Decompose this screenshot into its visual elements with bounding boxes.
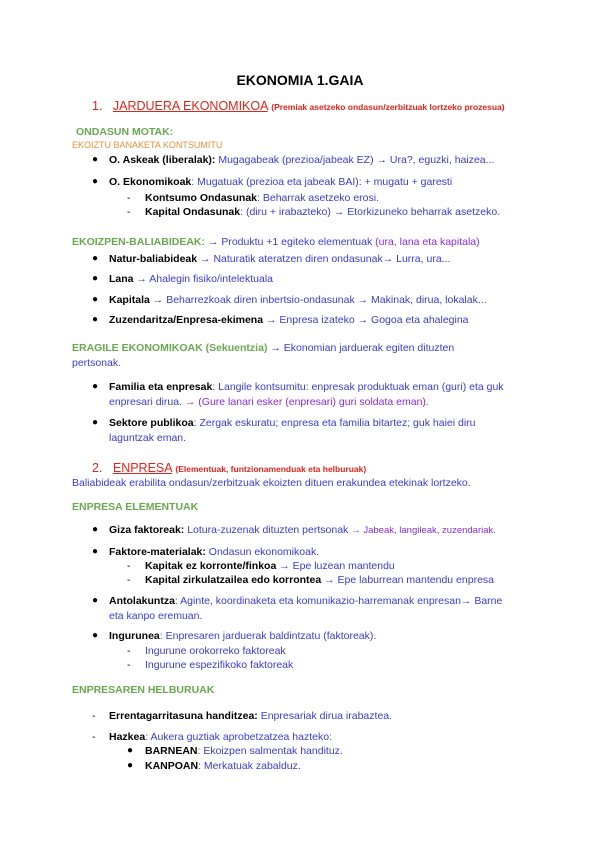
dash-icon: - (127, 192, 131, 204)
bullet-icon: ● (127, 745, 134, 756)
dash-icon: - (92, 710, 96, 722)
list-item-askeak (109, 154, 494, 166)
bullet-icon: ● (92, 595, 99, 606)
bullet-icon: ● (92, 176, 99, 187)
section-2-heading (92, 461, 366, 475)
eragile-label: ERAGILE EKONOMIKOAK (Sekuentzia) (72, 342, 268, 354)
list-item-sektore (109, 417, 476, 429)
list-item-hazkundea (109, 731, 332, 743)
kapitala-label: Kapitala (109, 294, 150, 306)
barnean-text: : Ekoizpen salmentak handituz. (197, 745, 343, 757)
finkoa-label: Kapitak ez korronte/finkoa (145, 560, 277, 572)
sektore-label: Sektore publikoa (109, 417, 194, 429)
kapitala-text: → Beharrezkoak diren inbertsio-ondasunak → Makinak, dirua, lokalak... (149, 294, 487, 306)
bullet-icon: ● (92, 524, 99, 535)
familia-note: → (Gure lanari esker (enpresari) guri soldata eman). (181, 396, 429, 408)
sektore-text-cont: laguntzak eman. (109, 432, 187, 444)
list-item-lana (109, 273, 273, 285)
ondasun-motak-subheading: EKOIZTU BANAKETA KONTSUMITU (72, 140, 223, 150)
section-1-subtitle: (Premiak asetzeko ondasun/zerbitzuak lortzeko prozesua) (271, 102, 505, 112)
dash-icon: - (127, 560, 131, 572)
dash-icon: - (127, 659, 131, 671)
hazkundea-text: : Aukera guztiak aprobetzatzea hazteko: (145, 731, 332, 743)
barnean-label: BARNEAN (145, 745, 198, 757)
kanpoan-text: : Merkatuak zabalduz. (198, 760, 301, 772)
bullet-icon: ● (92, 273, 99, 284)
bullet-icon: ● (92, 381, 99, 392)
section-2-number: 2. (92, 461, 103, 475)
korrontea-text: → Epe laburrean mantendu enpresa (321, 574, 494, 586)
section-2-title: ENPRESA (112, 461, 172, 475)
bullet-icon: ● (92, 546, 99, 557)
lana-label: Lana (109, 273, 134, 285)
list-item-ingurunea (109, 630, 376, 642)
bullet-icon: ● (92, 253, 99, 264)
lana-text: → Ahalegin fisiko/intelektuala (133, 273, 274, 285)
familia-text-cont (109, 396, 429, 408)
familia-text-2: enpresari dirua. (109, 396, 182, 408)
ekonomikoak-label: O. Ekonomikoak (109, 176, 192, 188)
section-1-heading (92, 99, 505, 113)
eragile-heading (72, 342, 454, 354)
dash-icon: - (127, 574, 131, 586)
list-item-ingurune-orokorra: Ingurune orokorreko faktoreak (145, 645, 286, 657)
kontsumo-text: : Beharrak asetzeko erosi. (257, 192, 379, 204)
list-item-ekonomikoak (109, 176, 452, 188)
korrontea-label: Kapital zirkulatzailea edo korrontea (145, 574, 322, 586)
ingurunea-label: Ingurunea (109, 630, 160, 642)
giza-note: → Jabeak, langileak, zuzendariak. (351, 525, 496, 536)
list-item-barnean (145, 745, 343, 757)
kanpoan-label: KANPOAN (145, 760, 199, 772)
list-item-zuzendaritza (109, 314, 469, 326)
giza-label: Giza faktoreak: (109, 524, 185, 536)
finkoa-text: → Epe luzean mantendu (276, 560, 395, 572)
askeak-label: O. Askeak (liberalak): (109, 154, 216, 166)
section-1-number: 1. (92, 99, 103, 113)
bullet-icon: ● (127, 760, 134, 771)
list-item-kapitala (109, 294, 487, 306)
ekoizpen-label: EKOIZPEN-BALIABIDEAK: (72, 236, 208, 248)
eragile-text: → Ekonomian jarduerak egiten dituzten (267, 342, 455, 354)
natur-text: → Naturatik ateratzen diren ondasunak→ Lurra, ura... (197, 253, 451, 265)
helburuak-heading: ENPRESAREN HELBURUAK (72, 684, 215, 696)
errentagarritasuna-label: Errentagarritasuna handitzea: (109, 710, 258, 722)
kapital-text: : (diru + irabazteko) → Etorkizuneko beharrak asetzeko. (240, 206, 501, 218)
list-item-natur (109, 253, 450, 265)
list-item-errentagarritasuna (109, 710, 392, 722)
list-item-faktore (109, 546, 319, 558)
hazkundea-label: Hazkea (109, 731, 146, 743)
familia-label: Familia eta enpresak (109, 381, 213, 393)
enpresa-definition: Baliabideak erabilita ondasun/zerbitzuak ekoizten dituen erakundea etekinak lortzeko. (72, 477, 471, 489)
list-item-korrontea (145, 574, 494, 586)
ekoizpen-text: → Produktu +1 egiteko elementuak (207, 236, 376, 248)
askeak-text: Mugagabeak (prezioa/jabeak EZ) → Ura?, eguzki, haizea... (215, 154, 495, 166)
elementuak-heading: ENPRESA ELEMENTUAK (72, 501, 199, 513)
kontsumo-label: Kontsumo Ondasunak (145, 192, 258, 204)
antolakuntza-label: Antolakuntza (109, 595, 175, 607)
kapital-label: Kapital Ondasunak (145, 206, 241, 218)
familia-text: : Langile kontsumitu: enpresak produktuak eman (guri) eta guk (212, 381, 504, 393)
zuzendaritza-label: Zuzendaritza/Enpresa-ekimena (109, 314, 264, 326)
faktore-label: Faktore-materialak: (109, 546, 206, 558)
ondasun-motak-heading: ONDASUN MOTAK: (76, 126, 174, 138)
bullet-icon: ● (92, 314, 99, 325)
bullet-icon: ● (92, 417, 99, 428)
list-item-kontsumo (145, 192, 379, 204)
list-item-kapital (145, 206, 500, 218)
eragile-text-cont: pertsonak. (72, 357, 122, 369)
list-item-ingurune-espezifikoa: Ingurune espezifikoko faktoreak (145, 659, 294, 671)
list-item-familia (109, 381, 504, 393)
ekoizpen-heading (72, 236, 480, 248)
zuzendaritza-text: → Enpresa izateko → Gogoa eta ahalegina (263, 314, 469, 326)
antolakuntza-text-cont: eta kanpo eremuan. (109, 610, 203, 622)
list-item-kanpoan (145, 760, 301, 772)
page-title: EKONOMIA 1.GAIA (236, 72, 364, 88)
bullet-icon: ● (92, 154, 99, 165)
bullet-icon: ● (92, 630, 99, 641)
bullet-icon: ● (92, 294, 99, 305)
faktore-text: Ondasun ekonomikoak. (205, 546, 320, 558)
antolakuntza-text: : Aginte, koordinaketa eta komunikazio-harremanak enpresan→ Barne (174, 595, 503, 607)
list-item-antolakuntza (109, 595, 502, 607)
ekoizpen-note: (ura, lana eta kapitala) (375, 236, 480, 248)
list-item-finkoa (145, 560, 395, 572)
dash-icon: - (127, 206, 131, 218)
section-2-subtitle: (Elementuak, funtzionamenduak eta helburuak) (175, 464, 367, 474)
ekonomikoak-text: : Mugatuak (prezioa eta jabeak BAI): + mugatu + garesti (191, 176, 453, 188)
ingurunea-text: : Enpresaren jarduerak baldintzatu (faktoreak). (159, 630, 377, 642)
dash-icon: - (92, 731, 96, 743)
giza-text: Lotura-zuzenak dituzten pertsonak (184, 524, 352, 536)
section-1-title: JARDUERA EKONOMIKOA (112, 99, 268, 113)
dash-icon: - (127, 645, 131, 657)
errentagarritasuna-text: Enpresariak dirua irabaztea. (257, 710, 393, 722)
sektore-text: : Zergak eskuratu; enpresa eta familia bitartez; guk haiei diru (193, 417, 476, 429)
natur-label: Natur-baliabideak (109, 253, 198, 265)
list-item-giza (109, 524, 496, 536)
